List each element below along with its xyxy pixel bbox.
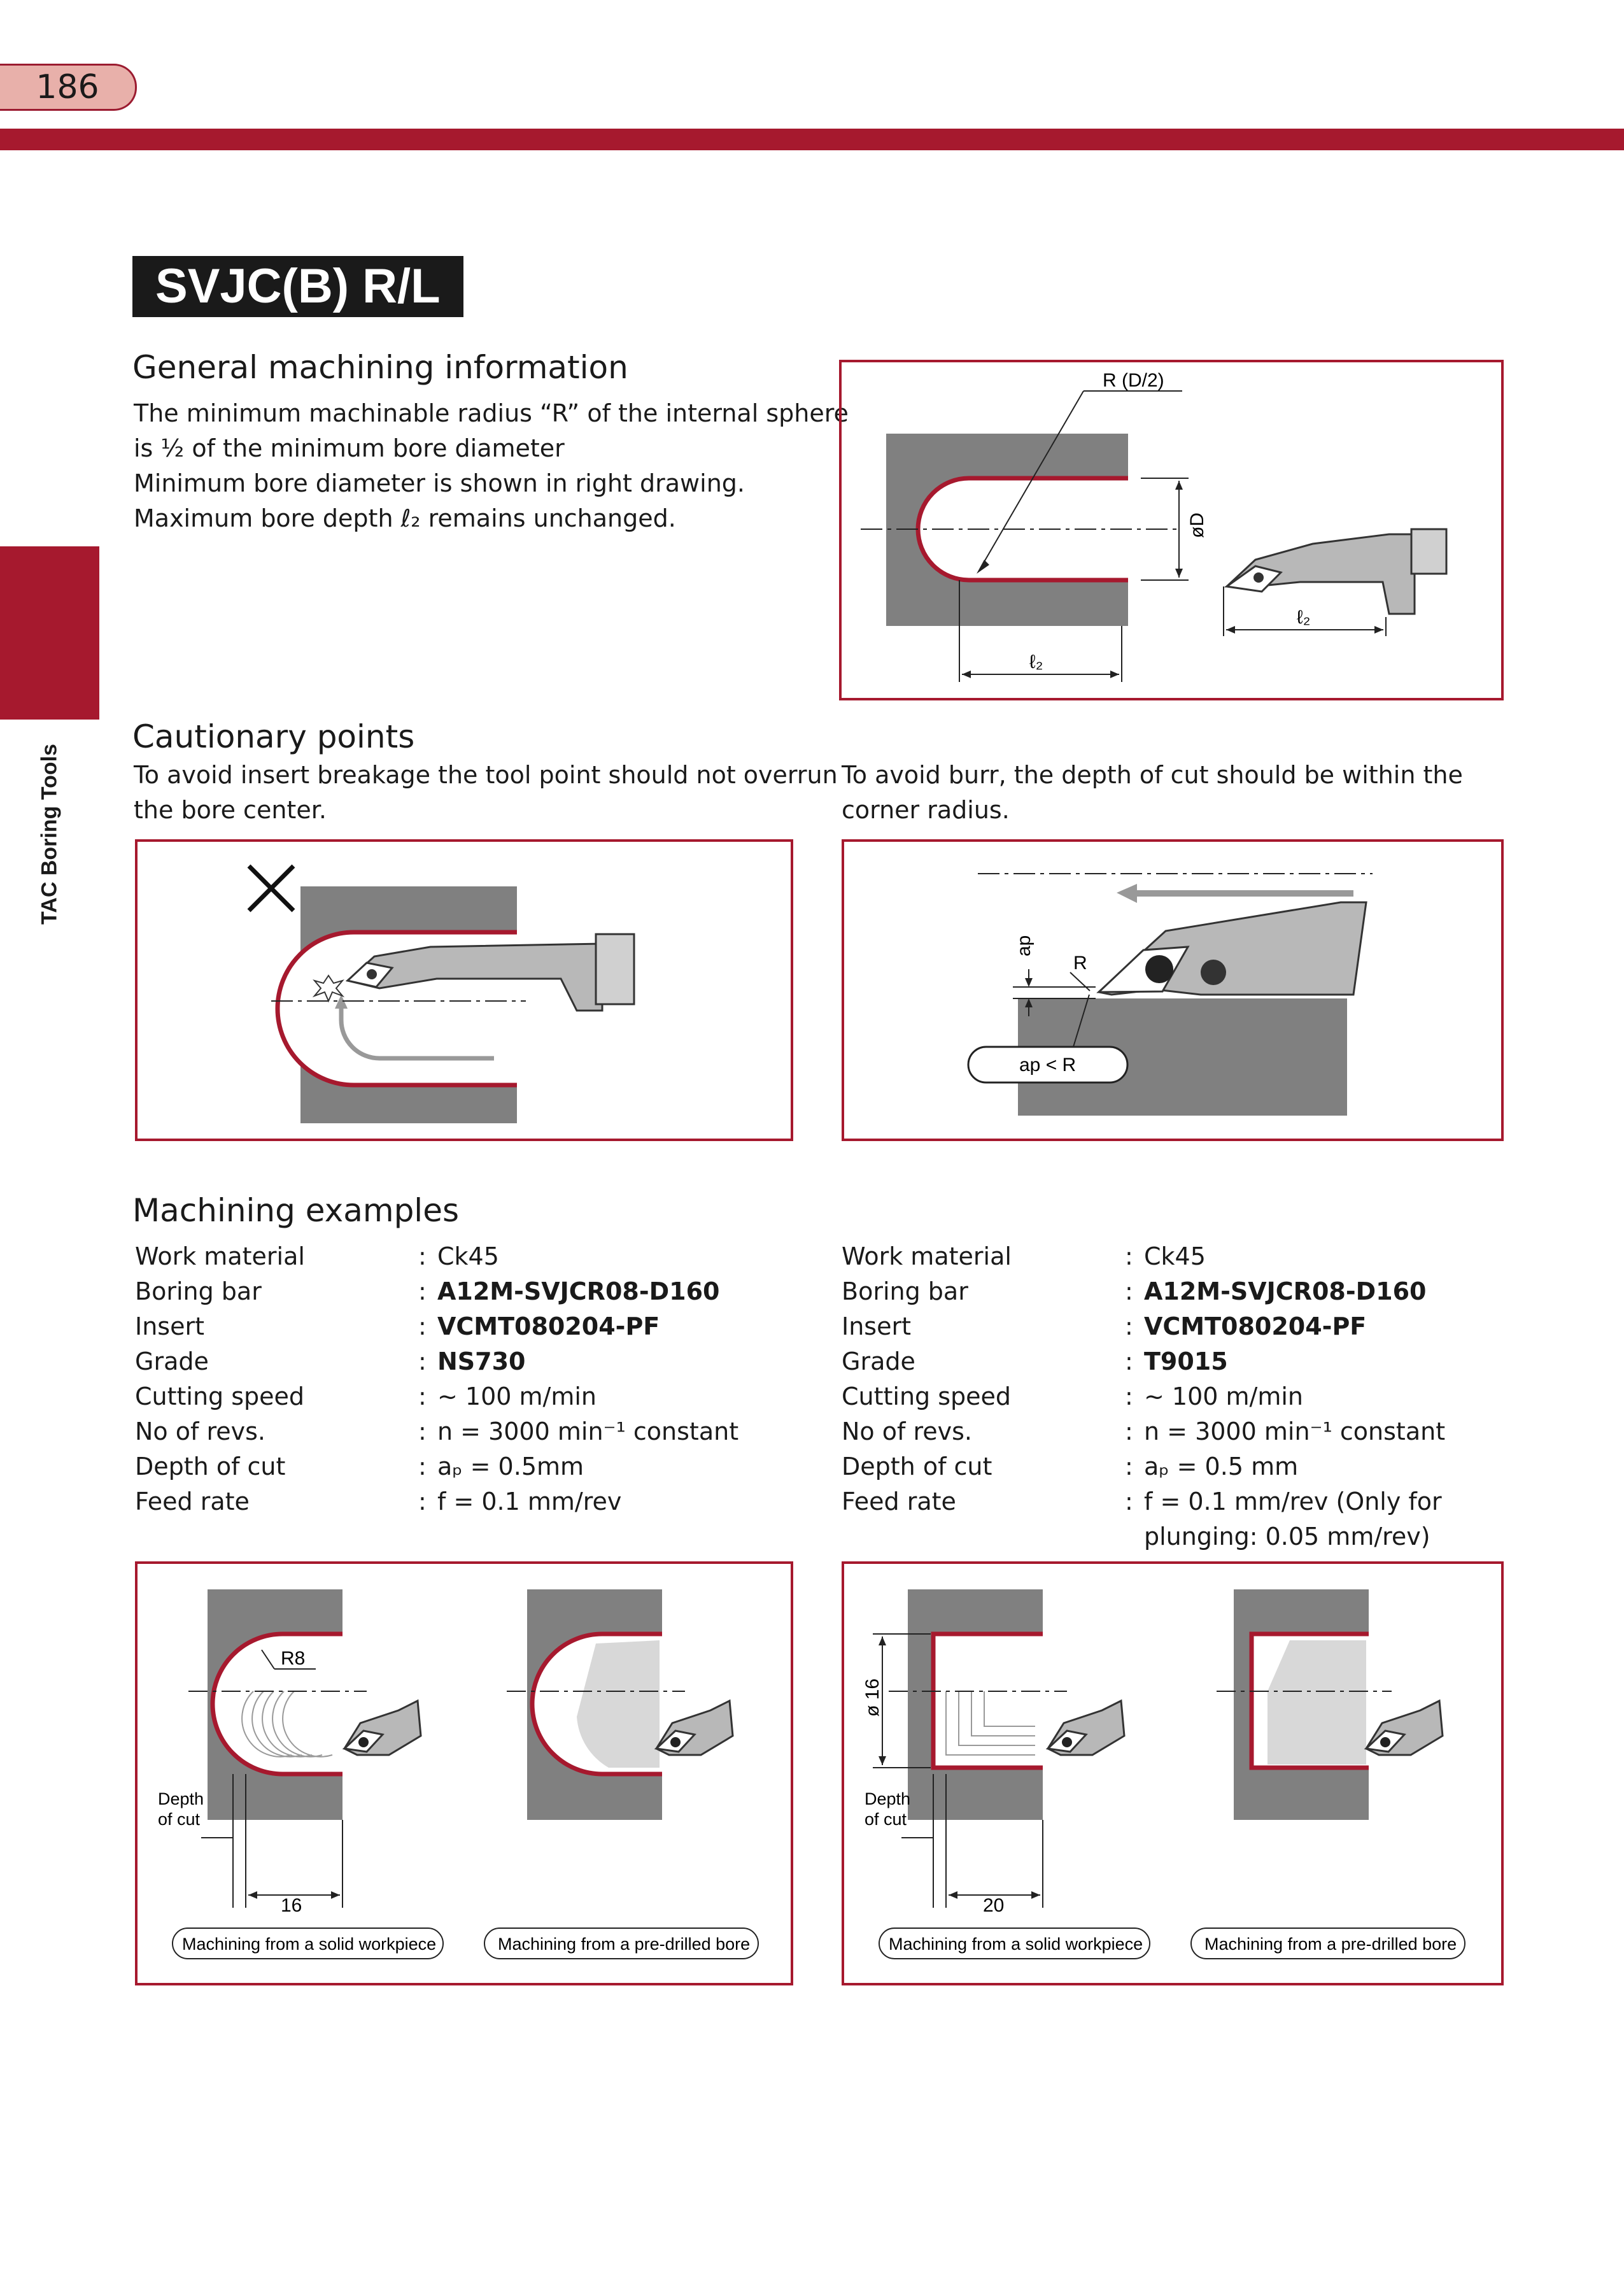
diameter-label: øD bbox=[1187, 513, 1208, 538]
product-title: SVJC(B) R/L bbox=[132, 256, 463, 317]
spec-row: Work material : Ck45 bbox=[135, 1242, 499, 1270]
spec-row: Depth of cut : aₚ = 0.5mm bbox=[135, 1452, 584, 1480]
dim-20-label: 20 bbox=[983, 1895, 1005, 1916]
depth-label: Depth bbox=[158, 1789, 204, 1808]
caption-solid: Machining from a solid workpiece bbox=[889, 1935, 1143, 1954]
spec-row: Feed rate : f = 0.1 mm/rev bbox=[135, 1487, 622, 1516]
general-heading: General machining information bbox=[132, 349, 628, 386]
spec-row: Work material : Ck45 bbox=[842, 1242, 1206, 1270]
spec-row: Insert : VCMT080204-PF bbox=[842, 1312, 1367, 1340]
right-spec-table bbox=[842, 1239, 1445, 1554]
spec-row: Depth of cut : aₚ = 0.5 mm bbox=[842, 1452, 1299, 1480]
examples-heading: Machining examples bbox=[132, 1192, 460, 1229]
r8-label: R8 bbox=[281, 1648, 306, 1669]
spec-row: No of revs. : n = 3000 min⁻¹ constant bbox=[842, 1417, 1446, 1445]
right-example-figure bbox=[842, 1561, 1504, 1985]
overrun-diagram bbox=[138, 842, 791, 1139]
caution-left-text bbox=[134, 758, 838, 828]
depth-label: Depth bbox=[865, 1789, 911, 1808]
side-tab-label: TAC Boring Tools bbox=[37, 744, 62, 925]
spec-row: Grade : NS730 bbox=[135, 1347, 526, 1375]
spec-row: Insert : VCMT080204-PF bbox=[135, 1312, 660, 1340]
left-spec-table bbox=[135, 1239, 738, 1519]
r-label: R bbox=[1073, 953, 1087, 974]
dim-16-label: 16 bbox=[281, 1895, 302, 1916]
ap-label: ap bbox=[1013, 935, 1034, 956]
depth-label: of cut bbox=[865, 1810, 907, 1829]
spec-row: Feed rate : f = 0.1 mm/rev (Only for bbox=[842, 1487, 1442, 1516]
spec-row: Cutting speed : ~ 100 m/min bbox=[842, 1382, 1304, 1410]
sphere-machining-diagram bbox=[138, 1564, 791, 1983]
left-example-figure bbox=[135, 1561, 793, 1985]
flat-bottom-machining-diagram bbox=[844, 1564, 1501, 1983]
bore-radius-diagram bbox=[842, 362, 1501, 698]
caption-predrilled: Machining from a pre-drilled bore bbox=[498, 1935, 751, 1954]
spec-row: Boring bar : A12M-SVJCR08-D160 bbox=[842, 1277, 1427, 1305]
feed-arrow-icon bbox=[1117, 884, 1353, 903]
depth-of-cut-diagram bbox=[844, 842, 1501, 1139]
caption-solid: Machining from a solid workpiece bbox=[182, 1935, 437, 1954]
header-bar bbox=[0, 129, 1624, 150]
caution-line: To avoid insert breakage the tool point should not overrun bbox=[134, 761, 838, 789]
spec-row: Grade : T9015 bbox=[842, 1347, 1228, 1375]
general-line: is ½ of the minimum bore diameter bbox=[134, 434, 565, 462]
caution-line: the bore center. bbox=[134, 796, 327, 824]
spec-row-continuation: plunging: 0.05 mm/rev) bbox=[1144, 1523, 1430, 1551]
general-text bbox=[134, 396, 849, 536]
spec-row: Cutting speed : ~ 100 m/min bbox=[135, 1382, 597, 1410]
callout-label: ap < R bbox=[1019, 1054, 1077, 1076]
r-label: R (D/2) bbox=[1103, 370, 1164, 391]
cautionary-heading: Cautionary points bbox=[132, 718, 415, 755]
side-tab-marker bbox=[0, 546, 99, 720]
depth-label: of cut bbox=[158, 1810, 201, 1829]
l2-tool-label: ℓ₂ bbox=[1297, 607, 1311, 628]
spec-row: Boring bar : A12M-SVJCR08-D160 bbox=[135, 1277, 720, 1305]
general-figure bbox=[839, 360, 1504, 700]
caution-right-text bbox=[842, 758, 1463, 828]
l2-label: ℓ₂ bbox=[1029, 651, 1043, 672]
diameter-16-label: ø 16 bbox=[862, 1678, 883, 1717]
page-number: 186 bbox=[0, 64, 137, 111]
spec-row: No of revs. : n = 3000 min⁻¹ constant bbox=[135, 1417, 739, 1445]
general-line: Minimum bore diameter is shown in right drawing. bbox=[134, 469, 745, 497]
caution-line: To avoid burr, the depth of cut should be within the bbox=[842, 761, 1463, 789]
caution-left-figure bbox=[135, 839, 793, 1141]
caution-right-figure bbox=[842, 839, 1504, 1141]
general-line: Maximum bore depth ℓ₂ remains unchanged. bbox=[134, 504, 676, 532]
caption-predrilled: Machining from a pre-drilled bore bbox=[1204, 1935, 1457, 1954]
caution-line: corner radius. bbox=[842, 796, 1010, 824]
general-line: The minimum machinable radius “R” of the internal sphere bbox=[134, 399, 849, 427]
